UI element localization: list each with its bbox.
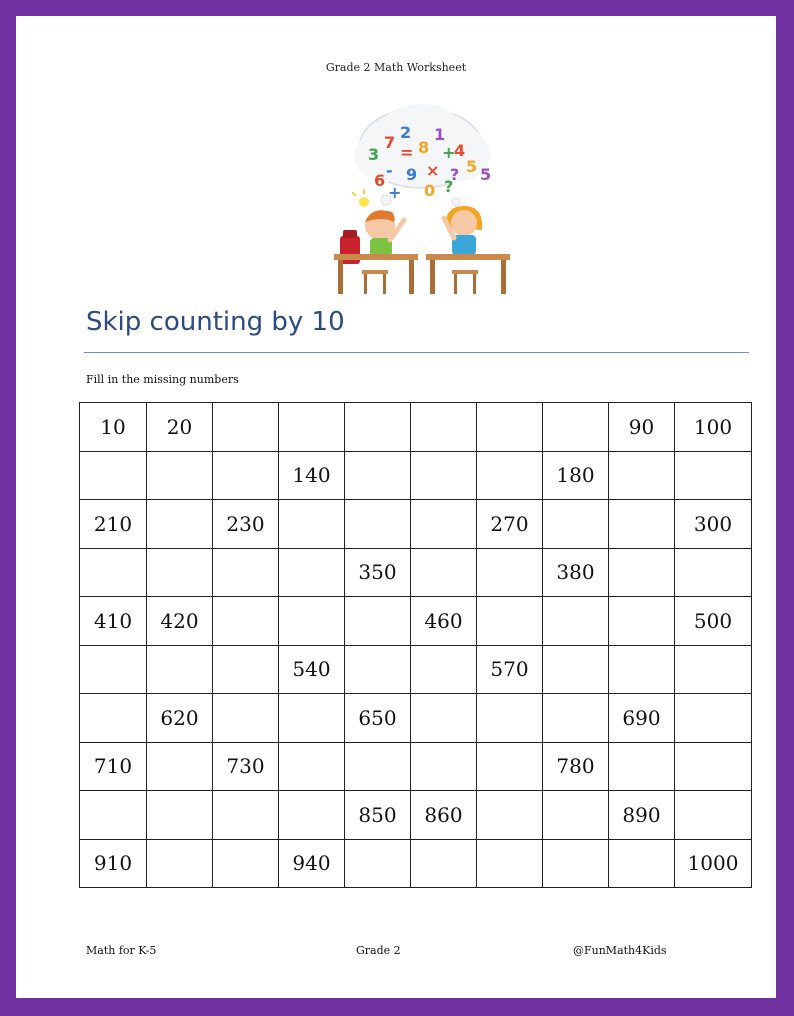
grid-cell-blank[interactable] bbox=[345, 839, 411, 888]
grid-cell-blank[interactable] bbox=[609, 839, 675, 888]
grid-cell-number: 780 bbox=[543, 742, 609, 791]
grid-cell-blank[interactable] bbox=[345, 645, 411, 694]
grid-row bbox=[80, 403, 752, 452]
grid-cell-blank[interactable] bbox=[279, 548, 345, 597]
grid-cell-blank[interactable] bbox=[213, 645, 279, 694]
grid-cell-blank[interactable] bbox=[675, 645, 752, 694]
grid-cell-number: 10 bbox=[80, 403, 147, 452]
grid-cell-blank[interactable] bbox=[609, 548, 675, 597]
grid-cell-number: 410 bbox=[80, 597, 147, 646]
grid-cell-blank[interactable] bbox=[80, 694, 147, 743]
cloud-number-glyph: ? bbox=[450, 165, 460, 184]
footer-left: Math for K-5 bbox=[86, 944, 157, 957]
grid-cell-blank[interactable] bbox=[609, 742, 675, 791]
cloud-number-glyph: 9 bbox=[406, 165, 418, 184]
grid-cell-blank[interactable] bbox=[477, 597, 543, 646]
cloud-number-glyph: + bbox=[442, 143, 456, 162]
grid-row bbox=[80, 451, 752, 500]
grid-cell-blank[interactable] bbox=[279, 742, 345, 791]
footer-right: @FunMath4Kids bbox=[573, 944, 667, 957]
girl-figure bbox=[444, 206, 482, 255]
cloud-number-glyph: = bbox=[400, 143, 414, 162]
grid-cell-number: 650 bbox=[345, 694, 411, 743]
cloud-number-glyph: 5 bbox=[466, 157, 478, 176]
grid-cell-number: 380 bbox=[543, 548, 609, 597]
grid-cell-number: 90 bbox=[609, 403, 675, 452]
grid-cell-blank[interactable] bbox=[543, 839, 609, 888]
grid-cell-blank[interactable] bbox=[543, 403, 609, 452]
grid-cell-number: 350 bbox=[345, 548, 411, 597]
grid-cell-blank[interactable] bbox=[477, 694, 543, 743]
grid-row bbox=[80, 694, 752, 743]
cloud-number-glyph: 7 bbox=[384, 133, 396, 152]
grid-cell-blank[interactable] bbox=[609, 645, 675, 694]
grid-cell-blank[interactable] bbox=[411, 645, 477, 694]
grid-cell-blank[interactable] bbox=[675, 548, 752, 597]
grid-cell-blank[interactable] bbox=[477, 548, 543, 597]
grid-cell-blank[interactable] bbox=[213, 548, 279, 597]
grid-cell-number: 850 bbox=[345, 791, 411, 840]
grid-row bbox=[80, 742, 752, 791]
grid-cell-number: 180 bbox=[543, 451, 609, 500]
grid-cell-blank[interactable] bbox=[477, 742, 543, 791]
grid-cell-number: 500 bbox=[675, 597, 752, 646]
grid-cell-blank[interactable] bbox=[477, 451, 543, 500]
grid-cell-number: 230 bbox=[213, 500, 279, 549]
cloud-number-glyph: 4 bbox=[454, 141, 466, 160]
grid-cell-blank[interactable] bbox=[279, 500, 345, 549]
grid-cell-blank[interactable] bbox=[147, 451, 213, 500]
grid-cell-number: 1000 bbox=[675, 839, 752, 888]
cloud-number-glyph: - bbox=[386, 161, 393, 180]
grid-cell-blank[interactable] bbox=[213, 791, 279, 840]
grid-cell-number: 270 bbox=[477, 500, 543, 549]
grid-cell-number: 910 bbox=[80, 839, 147, 888]
grid-cell-number: 710 bbox=[80, 742, 147, 791]
grid-cell-blank[interactable] bbox=[147, 645, 213, 694]
grid-cell-blank[interactable] bbox=[477, 403, 543, 452]
cloud-number-glyph: 6 bbox=[374, 171, 386, 190]
cloud-number-glyph: 1 bbox=[434, 125, 446, 144]
grid-cell-number: 620 bbox=[147, 694, 213, 743]
grid-cell-blank[interactable] bbox=[477, 839, 543, 888]
grid-cell-blank[interactable] bbox=[147, 742, 213, 791]
grid-row bbox=[80, 597, 752, 646]
grid-row bbox=[80, 548, 752, 597]
grid-row bbox=[80, 500, 752, 549]
grid-cell-blank[interactable] bbox=[543, 694, 609, 743]
grid-cell-number: 570 bbox=[477, 645, 543, 694]
grid-cell-blank[interactable] bbox=[147, 548, 213, 597]
grid-cell-number: 690 bbox=[609, 694, 675, 743]
grid-cell-blank[interactable] bbox=[213, 694, 279, 743]
grid-cell-blank[interactable] bbox=[213, 839, 279, 888]
grid-cell-number: 940 bbox=[279, 839, 345, 888]
footer-center: Grade 2 bbox=[356, 944, 401, 957]
grid-cell-blank[interactable] bbox=[543, 597, 609, 646]
grid-cell-blank[interactable] bbox=[279, 694, 345, 743]
grid-cell-blank[interactable] bbox=[411, 500, 477, 549]
grid-cell-blank[interactable] bbox=[213, 597, 279, 646]
kids-thinking-illustration bbox=[326, 98, 516, 298]
worksheet-heading: Skip counting by 10 bbox=[86, 307, 345, 337]
lightbulb-icon bbox=[352, 189, 369, 207]
grid-cell-blank[interactable] bbox=[411, 839, 477, 888]
grid-cell-blank[interactable] bbox=[279, 597, 345, 646]
grid-cell-blank[interactable] bbox=[675, 742, 752, 791]
cloud-number-glyph: 2 bbox=[400, 123, 412, 142]
grid-cell-blank[interactable] bbox=[80, 548, 147, 597]
grid-row bbox=[80, 839, 752, 888]
grid-cell-blank[interactable] bbox=[609, 597, 675, 646]
grid-cell-number: 890 bbox=[609, 791, 675, 840]
grid-cell-number: 730 bbox=[213, 742, 279, 791]
grid-cell-blank[interactable] bbox=[411, 548, 477, 597]
grid-cell-blank[interactable] bbox=[411, 742, 477, 791]
grid-cell-blank[interactable] bbox=[543, 500, 609, 549]
instructions-text: Fill in the missing numbers bbox=[86, 373, 239, 386]
cloud-number-glyph: + bbox=[388, 183, 402, 202]
grid-cell-blank[interactable] bbox=[477, 791, 543, 840]
cloud-number-glyph: 5 bbox=[480, 165, 492, 184]
grid-cell-blank[interactable] bbox=[411, 403, 477, 452]
worksheet-page bbox=[16, 16, 776, 998]
grid-row bbox=[80, 791, 752, 840]
heading-divider bbox=[84, 352, 749, 353]
school-desks bbox=[334, 254, 510, 294]
grid-cell-blank[interactable] bbox=[345, 500, 411, 549]
grid-cell-number: 100 bbox=[675, 403, 752, 452]
grid-cell-blank[interactable] bbox=[279, 791, 345, 840]
grid-cell-blank[interactable] bbox=[213, 403, 279, 452]
cloud-number-glyph: ? bbox=[444, 177, 454, 196]
grid-cell-blank[interactable] bbox=[147, 791, 213, 840]
grid-cell-blank[interactable] bbox=[675, 451, 752, 500]
grid-cell-number: 860 bbox=[411, 791, 477, 840]
grid-cell-blank[interactable] bbox=[80, 645, 147, 694]
grid-cell-blank[interactable] bbox=[345, 403, 411, 452]
grid-cell-blank[interactable] bbox=[609, 500, 675, 549]
grid-cell-blank[interactable] bbox=[345, 742, 411, 791]
grid-cell-blank[interactable] bbox=[675, 694, 752, 743]
grid-cell-blank[interactable] bbox=[675, 791, 752, 840]
grid-cell-blank[interactable] bbox=[147, 839, 213, 888]
cloud-number-glyph: 8 bbox=[418, 138, 430, 157]
grid-cell-blank[interactable] bbox=[543, 645, 609, 694]
number-grid bbox=[79, 402, 752, 888]
cloud-number-glyph: 3 bbox=[368, 145, 380, 164]
grid-cell-blank[interactable] bbox=[609, 451, 675, 500]
grid-cell-blank[interactable] bbox=[147, 500, 213, 549]
cloud-number-glyph: 0 bbox=[424, 181, 436, 200]
grid-cell-blank[interactable] bbox=[543, 791, 609, 840]
grid-cell-blank[interactable] bbox=[345, 451, 411, 500]
grid-cell-blank[interactable] bbox=[411, 451, 477, 500]
worksheet-header-title: Grade 2 Math Worksheet bbox=[325, 61, 467, 74]
grid-cell-number: 460 bbox=[411, 597, 477, 646]
grid-cell-number: 140 bbox=[279, 451, 345, 500]
grid-cell-blank[interactable] bbox=[213, 451, 279, 500]
grid-cell-blank[interactable] bbox=[80, 791, 147, 840]
cloud-number-glyph: × bbox=[426, 161, 440, 180]
grid-cell-blank[interactable] bbox=[279, 403, 345, 452]
grid-row bbox=[80, 645, 752, 694]
grid-cell-blank[interactable] bbox=[345, 597, 411, 646]
grid-cell-number: 210 bbox=[80, 500, 147, 549]
grid-cell-number: 420 bbox=[147, 597, 213, 646]
grid-cell-number: 300 bbox=[675, 500, 752, 549]
grid-cell-number: 20 bbox=[147, 403, 213, 452]
grid-cell-number: 540 bbox=[279, 645, 345, 694]
grid-cell-blank[interactable] bbox=[80, 451, 147, 500]
grid-cell-blank[interactable] bbox=[411, 694, 477, 743]
